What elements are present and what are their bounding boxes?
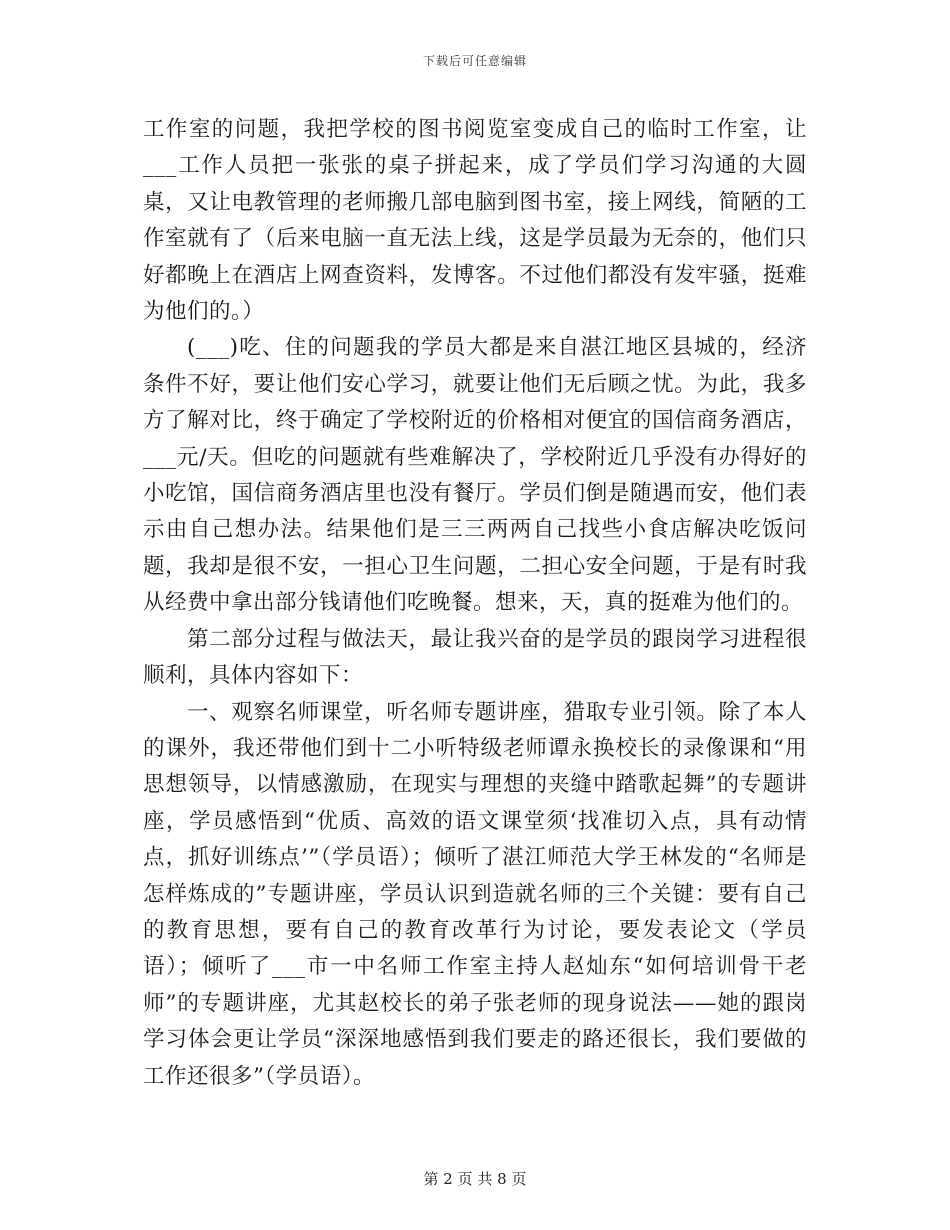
header-note: 下载后可任意编辑: [422, 54, 527, 68]
paragraph-2: (___)吃、住的问题我的学员大都是来自湛江地区县城的，经济条件不好，要让他们安心学习，就要让他们无后顾之忧。为此，我多方了解对比，终于确定了学校附近的价格相对便宜的国信商务酒店，___元/天。但吃的问题就有些难解决了，学校附近几乎没有办得好的小吃馆，国信商务酒店里也没有餐厅。学员们倒是随遇而安，他们表示由自己想办法。结果他们是三三两两自己找些小食店解决吃饭问题，我却是很不安，一担心卫生问题，二担心安全问题，于是有时我从经费中拿出部分钱请他们吃晚餐。想来，天，真的挺难为他们的。: [143, 335, 807, 616]
paragraph-3: 第二部分过程与做法天，最让我兴奋的是学员的跟岗学习进程很顺利，具体内容如下：: [143, 626, 807, 689]
paragraph-4: 一、观察名师课堂，听名师专题讲座，猎取专业引领。除了本人的课外，我还带他们到十二小听特级老师谭永换校长的录像课和“用思想领导，以情感激励，在现实与理想的夹缝中踏歌起舞”的专题讲座，学员感悟到“优质、高效的语文课堂须‘找准切入点，具有动情点，抓好训练点’”（学员语）；倾听了湛江师范大学王林发的“名师是怎样炼成的”专题讲座，学员认识到造就名师的三个关键：要有自己的教育思想，要有自己的教育改革行为讨论，要发表论文（学员语）；倾听了___市一中名师工作室主持人赵灿东“如何培训骨干老师”的专题讲座，尤其赵校长的弟子张老师的现身说法——她的跟岗学习体会更让学员“深深地感悟到我们要走的路还很长，我们要做的工作还很多”（学员语）。: [143, 699, 807, 1089]
document-body: [143, 112, 807, 1095]
page-number: 第 2 页 共 8 页: [423, 1170, 527, 1188]
paragraph-1: 工作室的问题，我把学校的图书阅览室变成自己的临时工作室，让___工作人员把一张张的桌子拼起来，成了学员们学习沟通的大圆桌，又让电教管理的老师搬几部电脑到图书室，接上网线，简陋的工作室就有了（后来电脑一直无法上线，这是学员最为无奈的，他们只好都晚上在酒店上网查资料，发博客。不过他们都没有发牢骚，挺难为他们的。）: [143, 117, 807, 325]
